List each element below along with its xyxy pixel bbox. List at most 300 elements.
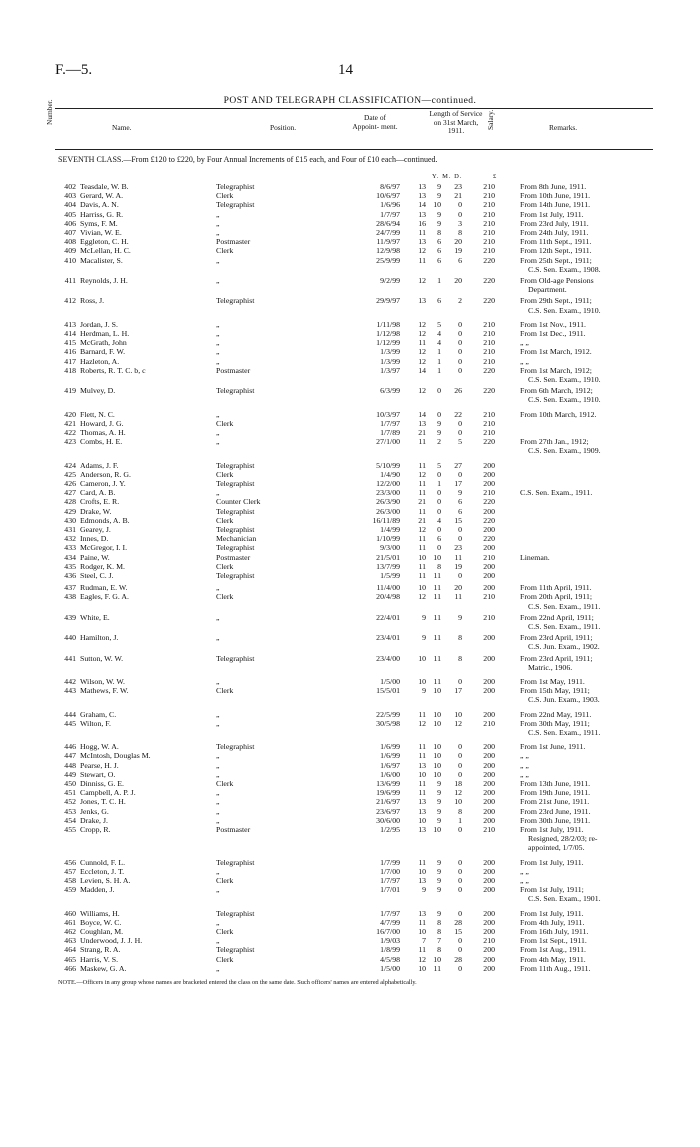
row-position: „ <box>216 885 220 895</box>
row-number: 412 <box>64 296 76 306</box>
row-position: Clerk <box>216 561 234 571</box>
row-days: 8 <box>458 653 462 663</box>
row-years: 11 <box>418 857 426 867</box>
row-salary: 200 <box>483 469 495 479</box>
row-number: 410 <box>64 255 76 265</box>
row-days: 12 <box>454 718 462 728</box>
row-date: 30/5/98 <box>376 718 400 728</box>
row-remark: From 27th Jan., 1912; <box>520 437 589 447</box>
row-salary: 200 <box>483 583 495 593</box>
row-salary: 200 <box>483 742 495 752</box>
row-remark: From 8th June, 1911. <box>520 182 587 191</box>
row-number: 431 <box>64 525 76 534</box>
row-months: 10 <box>433 686 441 696</box>
row-days: 0 <box>458 200 462 210</box>
row-date: 8/6/97 <box>380 182 400 191</box>
row-years: 11 <box>418 571 426 580</box>
row-position: Clerk <box>216 779 234 788</box>
row-salary: 200 <box>483 885 495 895</box>
row-days: 0 <box>458 365 462 375</box>
row-salary: 210 <box>483 488 495 498</box>
row-months: 0 <box>437 525 441 534</box>
row-months: 11 <box>433 677 441 686</box>
row-years: 10 <box>418 866 426 876</box>
row-remark: From 23rd April, 1911; <box>520 653 593 663</box>
row-name: Mulvey, D. <box>80 386 116 396</box>
row-remark: From 23rd June, 1911. <box>520 806 591 816</box>
row-months: 10 <box>433 769 441 779</box>
row-date: 1/7/97 <box>380 418 400 428</box>
row-date: 29/9/97 <box>376 296 400 306</box>
column-header-date: Date of Appoint- ment. <box>352 113 398 131</box>
row-number: 452 <box>64 797 76 807</box>
row-years: 11 <box>418 751 426 761</box>
row-position: Telegraphist <box>216 857 255 867</box>
row-number: 455 <box>64 825 76 834</box>
row-months: 8 <box>437 561 441 571</box>
row-name: Anderson, R. G. <box>80 469 131 479</box>
row-days: 0 <box>458 936 462 946</box>
row-years: 11 <box>418 488 426 498</box>
row-date: 21/5/01 <box>376 552 400 562</box>
row-months: 11 <box>433 583 441 593</box>
row-salary: 210 <box>483 612 495 622</box>
row-months: 9 <box>437 191 441 201</box>
row-days: 28 <box>454 917 462 927</box>
row-years: 12 <box>418 329 426 338</box>
row-remark: From 4th July, 1911. <box>520 917 585 927</box>
row-date: 27/1/00 <box>376 437 400 447</box>
row-remark: From 15th May, 1911; <box>520 686 590 696</box>
row-position: „ <box>216 797 220 807</box>
row-remark: From 1st May, 1911. <box>520 677 585 686</box>
row-number: 443 <box>64 686 76 696</box>
row-remark: From Old-age Pensions <box>520 276 594 285</box>
row-months: 9 <box>437 866 441 876</box>
row-date: 1/5/00 <box>380 677 400 686</box>
row-number: 461 <box>64 917 76 927</box>
row-days: 0 <box>458 769 462 779</box>
row-name: Jordan, J. S. <box>80 319 118 329</box>
row-salary: 200 <box>483 815 495 825</box>
row-position: Telegraphist <box>216 386 255 396</box>
row-name: Coughlan, M. <box>80 927 124 936</box>
row-years: 11 <box>418 709 426 719</box>
row-months: 10 <box>433 200 441 210</box>
class-heading: SEVENTH CLASS.—From £120 to £220, by Four Annual Increments of £15 each, and Four of £10 each—continued. <box>58 155 438 164</box>
row-months: 11 <box>433 653 441 663</box>
row-days: 0 <box>458 866 462 876</box>
row-months: 9 <box>437 857 441 867</box>
row-number: 404 <box>64 200 76 210</box>
row-date: 1/7/01 <box>380 885 400 895</box>
row-date: 1/2/95 <box>380 825 400 834</box>
row-number: 406 <box>64 218 76 228</box>
row-position: „ <box>216 209 220 219</box>
row-number: 466 <box>64 963 76 973</box>
row-number: 411 <box>64 276 76 285</box>
row-number: 459 <box>64 885 76 895</box>
row-days: 19 <box>454 561 462 571</box>
row-date: 4/5/98 <box>380 954 400 964</box>
row-years: 10 <box>418 769 426 779</box>
row-position: Clerk <box>216 191 234 201</box>
row-months: 5 <box>437 460 441 470</box>
row-date: 1/3/99 <box>380 347 400 357</box>
row-number: 426 <box>64 479 76 488</box>
row-remark: From 1st Nov., 1911. <box>520 319 586 329</box>
row-days: 0 <box>458 742 462 752</box>
table-row <box>0 386 700 405</box>
row-position: „ <box>216 583 220 593</box>
row-number: 421 <box>64 418 76 428</box>
row-name: Roberts, R. T. C. b, c <box>80 365 146 375</box>
row-months: 9 <box>437 428 441 437</box>
row-date: 22/4/01 <box>376 612 400 622</box>
row-name: Jenks, G. <box>80 806 109 816</box>
row-number: 409 <box>64 246 76 256</box>
row-date: 13/7/99 <box>376 561 400 571</box>
row-number: 423 <box>64 437 76 447</box>
row-days: 10 <box>454 709 462 719</box>
column-header-name: Name. <box>112 123 132 132</box>
row-position: „ <box>216 255 220 265</box>
row-months: 10 <box>433 552 441 562</box>
row-number: 438 <box>64 592 76 602</box>
row-remark: From 11th Aug., 1911. <box>520 963 591 973</box>
row-salary: 210 <box>483 347 495 357</box>
row-days: 0 <box>458 319 462 329</box>
row-remark: From 22nd April, 1911; <box>520 612 594 622</box>
row-remark: From 22nd May, 1911. <box>520 709 592 719</box>
row-salary: 220 <box>483 515 495 525</box>
row-salary: 200 <box>483 677 495 686</box>
row-remark: C.S. Sen. Exam., 1911. <box>528 727 601 737</box>
row-date: 1/3/99 <box>380 356 400 366</box>
row-position: Postmaster <box>216 552 251 562</box>
row-salary: 200 <box>483 797 495 807</box>
row-years: 12 <box>418 276 426 285</box>
column-header-length: Length of Service on 31st March, 1911. <box>429 109 483 136</box>
row-remark: From 1st July, 1911. <box>520 825 584 834</box>
row-remark: „ „ <box>520 760 529 770</box>
row-date: 1/7/00 <box>380 866 400 876</box>
row-years: 21 <box>418 497 426 507</box>
row-name: Gerard, W. A. <box>80 191 124 201</box>
row-position: Clerk <box>216 246 234 256</box>
row-remark: From 1st March, 1912. <box>520 347 592 357</box>
row-date: 1/10/99 <box>376 534 400 544</box>
row-remark: „ „ <box>520 751 529 761</box>
row-years: 11 <box>418 228 426 237</box>
row-number: 454 <box>64 815 76 825</box>
row-days: 0 <box>458 469 462 479</box>
row-remark: From 6th March, 1912; <box>520 386 593 396</box>
row-number: 415 <box>64 338 76 348</box>
row-salary: 210 <box>483 228 495 237</box>
row-position: „ <box>216 917 220 927</box>
row-date: 16/11/89 <box>372 515 400 525</box>
table-row <box>0 365 700 384</box>
row-salary: 220 <box>483 497 495 507</box>
row-months: 10 <box>433 760 441 770</box>
row-years: 13 <box>418 806 426 816</box>
row-position: Telegraphist <box>216 479 255 488</box>
row-name: Hazleton, A. <box>80 356 120 366</box>
row-days: 0 <box>458 428 462 437</box>
row-salary: 220 <box>483 437 495 447</box>
row-years: 21 <box>418 428 426 437</box>
row-date: 1/9/03 <box>380 936 400 946</box>
row-number: 402 <box>64 182 76 191</box>
row-position: „ <box>216 319 220 329</box>
row-remark: From 29th Sept., 1911; <box>520 296 592 306</box>
row-salary: 210 <box>483 936 495 946</box>
row-number: 447 <box>64 751 76 761</box>
row-remark: „ „ <box>520 769 529 779</box>
row-salary: 200 <box>483 460 495 470</box>
row-years: 9 <box>422 633 426 643</box>
row-months: 11 <box>433 612 441 622</box>
row-years: 11 <box>418 255 426 265</box>
row-position: „ <box>216 815 220 825</box>
row-remark: From 30th May, 1911; <box>520 718 590 728</box>
row-years: 12 <box>418 319 426 329</box>
row-salary: 200 <box>483 686 495 696</box>
row-date: 10/3/97 <box>376 409 400 419</box>
row-salary: 220 <box>483 365 495 375</box>
row-name: Madden, J. <box>80 885 115 895</box>
row-name: McLellan, H. C. <box>80 246 131 256</box>
row-years: 13 <box>418 237 426 247</box>
row-date: 15/5/01 <box>376 686 400 696</box>
row-position: „ <box>216 760 220 770</box>
row-years: 14 <box>418 200 426 210</box>
row-months: 9 <box>437 788 441 798</box>
row-years: 13 <box>418 182 426 191</box>
row-number: 413 <box>64 319 76 329</box>
row-date: 4/7/99 <box>380 917 400 927</box>
row-years: 13 <box>418 876 426 885</box>
row-date: 1/7/97 <box>380 876 400 885</box>
row-name: Sutton, W. W. <box>80 653 124 663</box>
row-salary: 200 <box>483 927 495 936</box>
row-remark: Matric., 1906. <box>528 662 573 672</box>
row-salary: 200 <box>483 917 495 927</box>
row-months: 8 <box>437 228 441 237</box>
row-number: 434 <box>64 552 76 562</box>
row-days: 0 <box>458 571 462 580</box>
row-months: 1 <box>437 276 441 285</box>
row-name: Drake, W. <box>80 506 112 516</box>
row-days: 0 <box>458 418 462 428</box>
row-months: 0 <box>437 409 441 419</box>
row-date: 1/8/99 <box>380 945 400 955</box>
table-row <box>0 653 700 672</box>
row-remark: From 10th June, 1911. <box>520 191 591 201</box>
row-days: 11 <box>454 592 462 602</box>
row-days: 0 <box>458 534 462 544</box>
row-number: 462 <box>64 927 76 936</box>
ymd-units: Y. M. D. <box>432 173 463 180</box>
row-name: Gearey, J. <box>80 525 111 534</box>
row-months: 11 <box>433 571 441 580</box>
row-number: 416 <box>64 347 76 357</box>
row-remark: „ „ <box>520 338 529 348</box>
row-months: 9 <box>437 779 441 788</box>
row-days: 0 <box>458 876 462 885</box>
row-number: 448 <box>64 760 76 770</box>
row-position: „ <box>216 409 220 419</box>
row-position: „ <box>216 488 220 498</box>
row-date: 23/4/01 <box>376 633 400 643</box>
row-days: 0 <box>458 677 462 686</box>
row-salary: 220 <box>483 276 495 285</box>
row-position: Telegraphist <box>216 908 255 918</box>
row-name: Harriss, G. R. <box>80 209 124 219</box>
row-position: „ <box>216 218 220 228</box>
row-date: 1/12/98 <box>376 329 400 338</box>
row-salary: 210 <box>483 418 495 428</box>
row-days: 9 <box>458 488 462 498</box>
row-name: Reynolds, J. H. <box>80 276 128 285</box>
row-date: 19/6/99 <box>376 788 400 798</box>
row-name: Hamilton, J. <box>80 633 119 643</box>
row-name: Barnard, F. W. <box>80 347 126 357</box>
row-date: 1/12/99 <box>376 338 400 348</box>
row-salary: 210 <box>483 409 495 419</box>
row-years: 12 <box>418 356 426 366</box>
row-number: 436 <box>64 571 76 580</box>
row-number: 450 <box>64 779 76 788</box>
row-position: Clerk <box>216 876 234 885</box>
table-row <box>0 255 700 274</box>
row-months: 11 <box>433 592 441 602</box>
page-title: POST AND TELEGRAPH CLASSIFICATION—continued. <box>223 96 477 106</box>
row-months: 4 <box>437 338 441 348</box>
row-name: Innes, D. <box>80 534 109 544</box>
row-number: 425 <box>64 469 76 479</box>
row-date: 16/7/00 <box>376 927 400 936</box>
row-days: 0 <box>458 857 462 867</box>
row-name: Graham, C. <box>80 709 117 719</box>
table-row <box>0 885 700 904</box>
row-years: 14 <box>418 409 426 419</box>
footnote: NOTE.—Officers in any group whose names are bracketed entered the class on the same date. Such officers' names are entered alphabetically. <box>58 979 417 986</box>
row-position: Telegraphist <box>216 460 255 470</box>
row-date: 1/7/89 <box>380 428 400 437</box>
row-position: Telegraphist <box>216 653 255 663</box>
row-salary: 200 <box>483 945 495 955</box>
row-position: Postmaster <box>216 365 251 375</box>
row-name: Steel, C. J. <box>80 571 114 580</box>
row-number: 420 <box>64 409 76 419</box>
row-years: 11 <box>418 437 426 447</box>
table-row <box>0 964 700 974</box>
row-salary: 200 <box>483 561 495 571</box>
row-years: 10 <box>418 552 426 562</box>
row-name: Davis, A. N. <box>80 200 119 210</box>
row-years: 12 <box>418 386 426 396</box>
row-months: 11 <box>433 633 441 643</box>
row-salary: 200 <box>483 779 495 788</box>
row-salary: 200 <box>483 866 495 876</box>
row-name: Adams, J. F. <box>80 460 119 470</box>
row-number: 417 <box>64 356 76 366</box>
row-days: 10 <box>454 797 462 807</box>
row-position: Telegraphist <box>216 525 255 534</box>
row-salary: 200 <box>483 751 495 761</box>
row-date: 25/9/99 <box>376 255 400 265</box>
row-years: 16 <box>418 218 426 228</box>
row-name: Eagles, F. G. A. <box>80 592 129 602</box>
row-number: 458 <box>64 876 76 885</box>
row-salary: 200 <box>483 506 495 516</box>
row-date: 11/4/00 <box>376 583 400 593</box>
row-name: McIntosh, Douglas M. <box>80 751 151 761</box>
row-number: 429 <box>64 506 76 516</box>
row-days: 0 <box>458 525 462 534</box>
row-days: 0 <box>458 885 462 895</box>
row-position: Mechanician <box>216 534 257 544</box>
row-days: 28 <box>454 954 462 964</box>
row-position: „ <box>216 769 220 779</box>
row-months: 10 <box>433 742 441 752</box>
row-years: 11 <box>418 742 426 752</box>
row-position: Clerk <box>216 592 234 602</box>
row-date: 9/2/99 <box>380 276 400 285</box>
row-name: Macalister, S. <box>80 255 123 265</box>
row-position: „ <box>216 356 220 366</box>
row-name: Rudman, E. W. <box>80 583 128 593</box>
row-months: 0 <box>437 543 441 553</box>
row-position: Telegraphist <box>216 506 255 516</box>
row-years: 9 <box>422 686 426 696</box>
row-years: 10 <box>418 963 426 973</box>
row-date: 13/6/99 <box>376 779 400 788</box>
row-salary: 220 <box>483 386 495 396</box>
row-remark: C.S. Sen. Exam., 1911. <box>528 601 601 611</box>
row-salary: 200 <box>483 760 495 770</box>
row-remark: From 1st July, 1911. <box>520 209 584 219</box>
row-number: 437 <box>64 583 76 593</box>
row-months: 0 <box>437 497 441 507</box>
row-name: Boyce, W. C. <box>80 917 122 927</box>
row-years: 9 <box>422 885 426 895</box>
row-position: Counter Clerk <box>216 497 261 507</box>
row-salary: 210 <box>483 319 495 329</box>
row-position: „ <box>216 677 220 686</box>
row-days: 0 <box>458 356 462 366</box>
row-salary: 210 <box>483 246 495 256</box>
row-remark: C.S. Sen. Exam., 1910. <box>528 305 601 315</box>
row-date: 21/6/97 <box>376 797 400 807</box>
row-months: 10 <box>433 751 441 761</box>
row-number: 446 <box>64 742 76 752</box>
row-months: 11 <box>433 963 441 973</box>
row-date: 12/9/98 <box>376 246 400 256</box>
row-position: „ <box>216 612 220 622</box>
row-days: 26 <box>454 386 462 396</box>
row-months: 9 <box>437 797 441 807</box>
row-remark: C.S. Sen. Exam., 1911. <box>520 488 593 498</box>
row-name: Ross, J. <box>80 296 105 306</box>
page-number: 14 <box>338 62 353 78</box>
row-days: 8 <box>458 228 462 237</box>
row-date: 28/6/94 <box>376 218 400 228</box>
row-date: 23/3/00 <box>376 488 400 498</box>
row-name: Jones, T. C. H. <box>80 797 126 807</box>
